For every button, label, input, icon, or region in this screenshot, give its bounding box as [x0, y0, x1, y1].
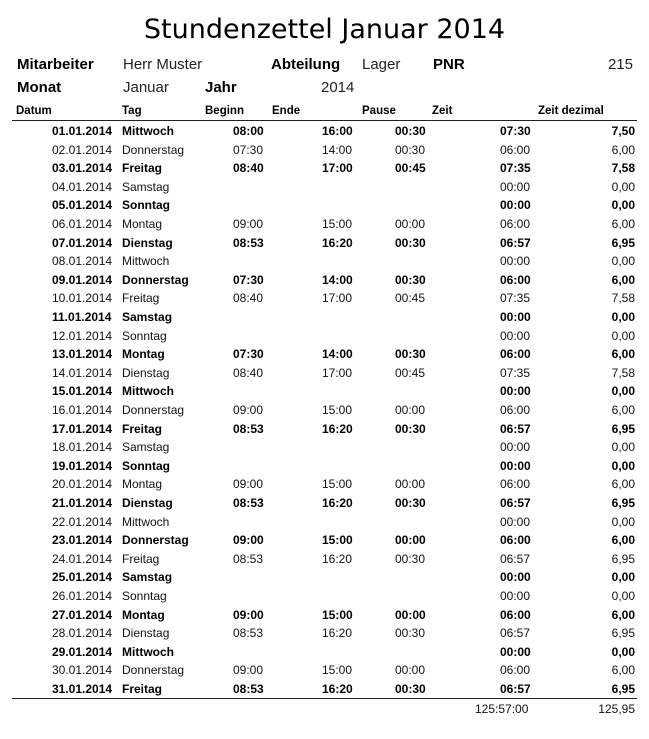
- cell-datum: 18.01.2014: [52, 440, 113, 455]
- cell-zeit: 00:00: [500, 440, 531, 455]
- cell-tag: Mittwoch: [122, 644, 174, 659]
- cell-datum: 12.01.2014: [52, 328, 113, 343]
- cell-zeit-dezimal: 6,00: [611, 403, 635, 417]
- cell-datum: 27.01.2014: [52, 607, 113, 622]
- cell-zeit: 00:00: [500, 644, 531, 659]
- cell-datum: 06.01.2014: [52, 217, 113, 231]
- cell-datum: 26.01.2014: [52, 589, 113, 603]
- table-row: [0, 568, 649, 587]
- cell-datum: 21.01.2014: [52, 496, 113, 510]
- pnr-label: PNR: [433, 56, 465, 73]
- cell-zeit: 06:00: [500, 217, 531, 231]
- col-header-beginn: Beginn: [205, 105, 244, 117]
- cell-tag: Montag: [122, 607, 165, 622]
- cell-datum: 15.01.2014: [52, 384, 113, 399]
- cell-zeit: 06:57: [500, 626, 531, 641]
- total-zeit: 125:57:00: [475, 702, 529, 716]
- cell-zeit: 00:00: [500, 458, 531, 473]
- table-row: [0, 327, 649, 346]
- cell-zeit-dezimal: 6,00: [611, 663, 635, 678]
- table-row: [0, 234, 649, 253]
- cell-pause: 00:00: [395, 403, 426, 417]
- cell-zeit: 07:35: [500, 161, 531, 176]
- cell-tag: Montag: [122, 217, 163, 231]
- cell-tag: Sonntag: [122, 589, 167, 603]
- table-row: [0, 531, 649, 550]
- cell-zeit-dezimal: 0,00: [611, 440, 635, 455]
- col-header-ende: Ende: [272, 105, 301, 117]
- cell-tag: Donnerstag: [122, 533, 189, 548]
- cell-zeit: 06:00: [500, 607, 531, 622]
- cell-tag: Samstag: [122, 570, 173, 585]
- cell-pause: 00:00: [395, 663, 426, 678]
- cell-beginn: 09:00: [233, 403, 264, 417]
- cell-zeit: 06:57: [500, 551, 531, 566]
- cell-datum: 22.01.2014: [52, 514, 113, 529]
- cell-ende: 15:00: [322, 217, 353, 231]
- cell-tag: Dienstag: [122, 365, 170, 380]
- table-row: [0, 420, 649, 439]
- cell-datum: 02.01.2014: [52, 142, 113, 157]
- cell-zeit-dezimal: 0,00: [611, 514, 635, 529]
- cell-ende: 15:00: [322, 663, 353, 678]
- cell-beginn: 09:00: [233, 607, 264, 622]
- table-row: [0, 289, 649, 308]
- table-row: [0, 680, 649, 699]
- table-row: [0, 494, 649, 513]
- cell-datum: 30.01.2014: [52, 663, 113, 678]
- cell-zeit-dezimal: 0,00: [611, 328, 635, 343]
- cell-zeit-dezimal: 0,00: [611, 198, 635, 213]
- cell-tag: Montag: [122, 477, 163, 492]
- cell-pause: 00:30: [395, 124, 426, 138]
- table-row: [0, 159, 649, 178]
- cell-zeit-dezimal: 6,00: [611, 272, 635, 287]
- cell-datum: 08.01.2014: [52, 254, 113, 269]
- cell-ende: 16:00: [322, 124, 353, 138]
- cell-datum: 14.01.2014: [52, 365, 113, 380]
- cell-tag: Dienstag: [122, 496, 173, 510]
- cell-ende: 17:00: [322, 365, 353, 380]
- table-row: [0, 382, 649, 401]
- cell-zeit: 06:57: [500, 235, 531, 250]
- cell-pause: 00:30: [395, 235, 426, 250]
- cell-pause: 00:30: [395, 272, 426, 287]
- table-row: [0, 513, 649, 532]
- cell-tag: Samstag: [122, 310, 173, 324]
- cell-zeit: 07:30: [500, 124, 531, 138]
- cell-ende: 16:20: [322, 421, 353, 436]
- table-row: [0, 345, 649, 364]
- table-row: [0, 587, 649, 606]
- monat-label: Monat: [17, 79, 62, 96]
- cell-datum: 13.01.2014: [52, 347, 113, 362]
- cell-beginn: 08:53: [233, 682, 264, 696]
- cell-tag: Freitag: [122, 551, 160, 566]
- cell-tag: Donnerstag: [122, 142, 185, 157]
- cell-datum: 29.01.2014: [52, 644, 113, 659]
- cell-pause: 00:00: [395, 533, 426, 548]
- cell-zeit-dezimal: 0,00: [611, 310, 635, 324]
- cell-ende: 15:00: [322, 477, 353, 492]
- cell-zeit: 07:35: [500, 365, 531, 380]
- cell-ende: 17:00: [322, 291, 353, 306]
- cell-beginn: 08:53: [233, 551, 264, 566]
- table-row: [0, 606, 649, 625]
- table-row: [0, 661, 649, 680]
- cell-zeit-dezimal: 7,50: [611, 124, 635, 138]
- abteilung-label: Abteilung: [271, 56, 341, 73]
- table-row: [0, 308, 649, 327]
- cell-tag: Samstag: [122, 440, 170, 455]
- cell-pause: 00:45: [395, 161, 426, 176]
- table-row: [0, 271, 649, 290]
- cell-zeit: 06:00: [500, 663, 531, 678]
- cell-zeit-dezimal: 7,58: [611, 365, 635, 380]
- cell-datum: 11.01.2014: [52, 310, 112, 324]
- cell-tag: Freitag: [122, 682, 163, 696]
- cell-datum: 07.01.2014: [52, 235, 113, 250]
- cell-beginn: 08:53: [233, 626, 264, 641]
- cell-zeit: 00:00: [500, 310, 531, 324]
- cell-beginn: 09:00: [233, 477, 264, 492]
- cell-zeit-dezimal: 6,95: [611, 626, 635, 641]
- cell-zeit: 06:00: [500, 477, 531, 492]
- cell-beginn: 07:30: [233, 272, 264, 287]
- cell-beginn: 09:00: [233, 663, 264, 678]
- cell-datum: 23.01.2014: [52, 533, 113, 548]
- cell-pause: 00:00: [395, 477, 426, 492]
- cell-tag: Samstag: [122, 179, 170, 194]
- cell-ende: 16:20: [322, 235, 353, 250]
- cell-zeit: 06:00: [500, 403, 531, 417]
- monat-value: Januar: [123, 79, 169, 96]
- cell-zeit-dezimal: 6,00: [611, 142, 635, 157]
- cell-zeit: 00:00: [500, 589, 531, 603]
- cell-beginn: 09:00: [233, 533, 264, 548]
- table-row: [0, 178, 649, 197]
- cell-zeit: 06:57: [500, 421, 531, 436]
- table-row: [0, 475, 649, 494]
- header-divider: [12, 120, 637, 121]
- table-row: [0, 141, 649, 160]
- cell-zeit: 06:00: [500, 272, 531, 287]
- cell-zeit-dezimal: 6,00: [611, 607, 635, 622]
- cell-datum: 09.01.2014: [52, 272, 113, 287]
- cell-beginn: 07:30: [233, 142, 264, 157]
- cell-ende: 15:00: [322, 403, 353, 417]
- cell-datum: 05.01.2014: [52, 198, 113, 213]
- cell-zeit-dezimal: 6,00: [611, 217, 635, 231]
- cell-beginn: 08:40: [233, 161, 264, 176]
- cell-datum: 01.01.2014: [52, 124, 113, 138]
- mitarbeiter-value: Herr Muster: [123, 56, 203, 73]
- cell-zeit-dezimal: 6,00: [611, 347, 635, 362]
- cell-ende: 14:00: [322, 142, 353, 157]
- table-row: [0, 252, 649, 271]
- table-row: [0, 550, 649, 569]
- cell-datum: 17.01.2014: [52, 421, 113, 436]
- cell-beginn: 08:40: [233, 291, 264, 306]
- cell-zeit-dezimal: 6,95: [611, 235, 635, 250]
- cell-zeit-dezimal: 6,00: [611, 477, 635, 492]
- cell-tag: Mittwoch: [122, 384, 174, 399]
- cell-pause: 00:30: [395, 142, 426, 157]
- cell-zeit: 00:00: [500, 254, 531, 269]
- cell-tag: Sonntag: [122, 328, 167, 343]
- footer-divider: [12, 698, 637, 699]
- table-row: [0, 438, 649, 457]
- cell-beginn: 07:30: [233, 347, 264, 362]
- cell-tag: Sonntag: [122, 458, 170, 473]
- cell-ende: 16:20: [322, 626, 353, 641]
- table-row: [0, 215, 649, 234]
- cell-tag: Mittwoch: [122, 254, 170, 269]
- cell-pause: 00:30: [395, 626, 426, 641]
- cell-zeit-dezimal: 0,00: [611, 384, 635, 399]
- cell-zeit-dezimal: 7,58: [611, 161, 635, 176]
- cell-datum: 04.01.2014: [52, 179, 113, 194]
- cell-tag: Freitag: [122, 161, 163, 176]
- cell-beginn: 08:00: [233, 124, 264, 138]
- cell-tag: Freitag: [122, 421, 163, 436]
- cell-zeit: 00:00: [500, 328, 531, 343]
- col-header-datum: Datum: [16, 105, 52, 117]
- table-row: [0, 457, 649, 476]
- cell-zeit: 06:57: [500, 496, 531, 510]
- cell-datum: 03.01.2014: [52, 161, 113, 176]
- cell-zeit-dezimal: 0,00: [611, 254, 635, 269]
- cell-zeit-dezimal: 0,00: [611, 589, 635, 603]
- cell-zeit: 00:00: [500, 570, 531, 585]
- cell-datum: 10.01.2014: [52, 291, 113, 306]
- cell-pause: 00:45: [395, 365, 426, 380]
- cell-zeit-dezimal: 7,58: [611, 291, 635, 306]
- cell-ende: 15:00: [322, 607, 353, 622]
- cell-tag: Mittwoch: [122, 124, 174, 138]
- cell-datum: 31.01.2014: [52, 682, 113, 696]
- cell-datum: 28.01.2014: [52, 626, 113, 641]
- col-header-tag: Tag: [122, 105, 142, 117]
- table-row: [0, 401, 649, 420]
- cell-pause: 00:30: [395, 496, 426, 510]
- cell-tag: Donnerstag: [122, 272, 189, 287]
- cell-zeit: 00:00: [500, 514, 531, 529]
- cell-ende: 16:20: [322, 496, 353, 510]
- cell-zeit: 06:00: [500, 347, 531, 362]
- jahr-label: Jahr: [205, 79, 237, 96]
- pnr-value: 215: [607, 56, 633, 73]
- col-header-zeit: Zeit: [432, 105, 453, 117]
- cell-zeit-dezimal: 0,00: [611, 179, 635, 194]
- cell-tag: Donnerstag: [122, 403, 185, 417]
- cell-zeit-dezimal: 0,00: [611, 570, 635, 585]
- cell-tag: Dienstag: [122, 235, 173, 250]
- cell-zeit-dezimal: 6,00: [611, 533, 635, 548]
- cell-pause: 00:00: [395, 217, 426, 231]
- cell-beginn: 08:53: [233, 235, 264, 250]
- cell-tag: Mittwoch: [122, 514, 170, 529]
- table-row: [0, 643, 649, 662]
- cell-ende: 16:20: [322, 551, 353, 566]
- cell-ende: 14:00: [322, 272, 353, 287]
- page-title: Stundenzettel Januar 2014: [143, 14, 506, 45]
- table-row: [0, 122, 649, 141]
- abteilung-value: Lager: [362, 56, 401, 73]
- cell-tag: Donnerstag: [122, 663, 185, 678]
- cell-beginn: 09:00: [233, 217, 264, 231]
- cell-zeit-dezimal: 6,95: [611, 551, 635, 566]
- cell-ende: 14:00: [322, 347, 353, 362]
- table-row: [0, 364, 649, 383]
- cell-beginn: 08:40: [233, 365, 264, 380]
- cell-datum: 16.01.2014: [52, 403, 113, 417]
- cell-ende: 17:00: [322, 161, 353, 176]
- cell-zeit-dezimal: 0,00: [611, 458, 635, 473]
- cell-zeit: 00:00: [500, 384, 531, 399]
- cell-zeit: 00:00: [500, 198, 531, 213]
- cell-zeit: 06:57: [500, 682, 531, 696]
- cell-datum: 24.01.2014: [52, 551, 113, 566]
- cell-tag: Sonntag: [122, 198, 170, 213]
- col-header-pause: Pause: [362, 105, 396, 117]
- cell-datum: 19.01.2014: [52, 458, 113, 473]
- cell-zeit: 06:00: [500, 533, 531, 548]
- cell-zeit: 06:00: [500, 142, 531, 157]
- cell-tag: Dienstag: [122, 626, 170, 641]
- cell-pause: 00:30: [395, 551, 426, 566]
- cell-datum: 20.01.2014: [52, 477, 113, 492]
- cell-zeit: 07:35: [500, 291, 531, 306]
- cell-pause: 00:30: [395, 347, 426, 362]
- cell-ende: 15:00: [322, 533, 353, 548]
- cell-zeit: 00:00: [500, 179, 531, 194]
- cell-ende: 16:20: [322, 682, 353, 696]
- table-row: [0, 196, 649, 215]
- cell-zeit-dezimal: 6,95: [611, 421, 635, 436]
- col-header-zeit-dezimal: Zeit dezimal: [538, 105, 604, 117]
- cell-pause: 00:00: [395, 607, 426, 622]
- cell-pause: 00:30: [395, 421, 426, 436]
- cell-datum: 25.01.2014: [52, 570, 113, 585]
- mitarbeiter-label: Mitarbeiter: [17, 56, 94, 73]
- cell-tag: Freitag: [122, 291, 160, 306]
- cell-zeit-dezimal: 6,95: [611, 496, 635, 510]
- table-row: [0, 624, 649, 643]
- cell-tag: Montag: [122, 347, 165, 362]
- cell-pause: 00:45: [395, 291, 426, 306]
- cell-pause: 00:30: [395, 682, 426, 696]
- cell-zeit-dezimal: 6,95: [611, 682, 635, 696]
- cell-zeit-dezimal: 0,00: [611, 644, 635, 659]
- cell-beginn: 08:53: [233, 496, 264, 510]
- cell-beginn: 08:53: [233, 421, 264, 436]
- total-zeit-dezimal: 125,95: [598, 702, 635, 716]
- jahr-value: 2014: [321, 79, 355, 96]
